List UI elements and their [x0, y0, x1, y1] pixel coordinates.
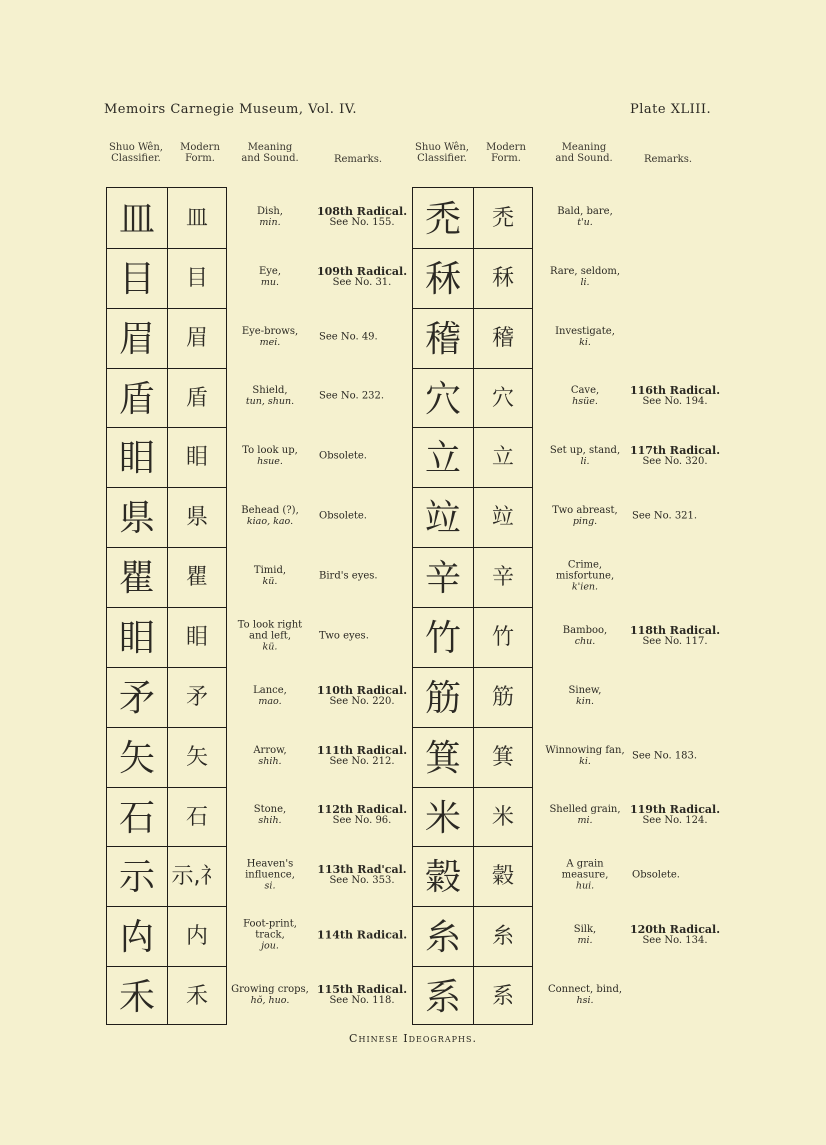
sound-text: jou.	[261, 940, 279, 952]
remark	[632, 750, 732, 761]
meaning-and-sound	[543, 625, 627, 647]
modern-form-glyph: 眉	[185, 325, 208, 351]
sound-text: hui.	[575, 880, 595, 892]
seal-script-glyph: 矛	[118, 677, 155, 719]
remark	[312, 864, 412, 886]
meaning-and-sound	[228, 919, 312, 952]
radical-number: 116th Radical.	[629, 384, 721, 398]
remark-text: See No. 232.	[319, 390, 385, 402]
meaning-text: Silk,	[573, 924, 597, 936]
meaning-and-sound	[228, 685, 312, 707]
modern-form-glyph: 箕	[491, 744, 514, 770]
meaning-and-sound	[228, 266, 312, 288]
seal-script-glyph: 眉	[118, 318, 155, 360]
plate-number: Plate XLIII.	[630, 102, 712, 117]
seal-script-glyph: 竝	[424, 498, 461, 540]
remark	[312, 930, 412, 941]
meaning-and-sound	[228, 619, 312, 652]
remark-text: See No. 118.	[329, 994, 395, 1006]
meaning-and-sound	[543, 206, 627, 228]
modern-form-glyph: 䀠	[185, 624, 208, 650]
remark	[319, 630, 419, 641]
remark-text: See No. 220.	[329, 695, 395, 707]
meaning-and-sound	[228, 206, 312, 228]
meaning-and-sound	[543, 859, 627, 892]
remark-text: See No. 194.	[642, 396, 708, 408]
remark	[625, 625, 725, 647]
remark	[312, 206, 412, 228]
sound-text: tun, shun.	[245, 396, 295, 408]
remark-text: See No. 134.	[642, 935, 708, 947]
remark-text: See No. 49.	[319, 331, 378, 343]
modern-form-glyph: 秝	[491, 265, 514, 291]
remark	[625, 385, 725, 407]
remark	[312, 685, 412, 707]
meaning-text: Shelled grain,	[549, 804, 621, 816]
modern-form-glyph: 矢	[185, 744, 208, 770]
meaning-and-sound	[543, 804, 627, 826]
meaning-text: Lance,	[253, 684, 287, 696]
meaning-text: Foot-print, track,	[243, 918, 297, 941]
sound-text: hŏ, huo.	[250, 994, 290, 1006]
remark	[319, 451, 419, 462]
sound-text: min.	[259, 216, 281, 228]
modern-form-glyph: 系	[491, 984, 514, 1010]
modern-form-glyph: 稽	[491, 325, 514, 351]
remark	[319, 571, 419, 582]
radical-number: 120th Radical.	[629, 923, 721, 937]
radical-number: 111th Radical.	[316, 743, 408, 757]
seal-script-glyph: 秝	[424, 258, 461, 300]
radical-number: 117th Radical.	[629, 444, 721, 458]
remark-text: See No. 117.	[642, 635, 708, 647]
modern-form-glyph: 竝	[491, 505, 514, 531]
seal-script-glyph: 系	[424, 977, 461, 1019]
modern-form-glyph: 穴	[491, 385, 514, 411]
modern-form-glyph: 辛	[491, 565, 514, 591]
modern-form-glyph: 禿	[491, 206, 514, 231]
modern-form-glyph: 立	[491, 445, 514, 471]
remark-text: Two eyes.	[319, 630, 369, 642]
remark-text: See No. 321.	[632, 510, 698, 522]
remark	[319, 391, 419, 402]
meaning-text: Dish,	[257, 205, 283, 217]
col-header-meaning-right: Meaning and Sound.	[555, 142, 613, 164]
modern-form-glyph: 皿	[185, 206, 208, 231]
sound-text: kiao, kao.	[246, 516, 294, 528]
seal-script-glyph: 瞿	[118, 558, 155, 600]
meaning-and-sound	[543, 924, 627, 946]
meaning-and-sound	[228, 859, 312, 892]
meaning-and-sound	[228, 505, 312, 527]
seal-script-glyph: 稽	[424, 318, 461, 360]
meaning-text: Stone,	[253, 804, 287, 816]
remark-text: See No. 212.	[329, 755, 395, 767]
sound-text: kü.	[262, 641, 278, 653]
col-header-modern-right: Modern Form.	[486, 142, 526, 164]
sound-text: li.	[580, 456, 590, 468]
meaning-text: Arrow,	[253, 744, 287, 756]
meaning-and-sound	[228, 326, 312, 348]
meaning-text: Winnowing fan,	[545, 744, 625, 756]
radical-number: 113th Rad'cal.	[317, 863, 407, 877]
col-header-shuo-wen-right: Shuo Wên, Classifier.	[415, 142, 469, 164]
sound-text: k'ien.	[571, 581, 599, 593]
seal-script-glyph: 竹	[424, 617, 461, 659]
col-header-shuo-wen-left: Shuo Wên, Classifier.	[109, 142, 163, 164]
seal-script-glyph: 䀠	[118, 617, 155, 659]
meaning-and-sound	[228, 804, 312, 826]
meaning-and-sound	[543, 685, 627, 707]
remark	[312, 266, 412, 288]
modern-form-glyph: 米	[491, 804, 514, 830]
meaning-text: Shield,	[252, 385, 288, 397]
seal-script-glyph: 立	[424, 438, 461, 480]
sound-text: mei.	[259, 336, 281, 348]
seal-script-glyph: 示	[118, 857, 155, 899]
meaning-and-sound	[543, 505, 627, 527]
remark-text: See No. 320.	[642, 456, 708, 468]
sound-text: kin.	[576, 695, 594, 707]
modern-form-glyph: 瞿	[185, 565, 208, 591]
remark	[632, 511, 732, 522]
seal-script-glyph: 県	[118, 498, 155, 540]
sound-text: ki.	[579, 336, 591, 348]
meaning-text: Set up, stand,	[549, 445, 621, 457]
sound-text: mao.	[258, 695, 282, 707]
sound-text: mu.	[260, 276, 280, 288]
radical-number: 119th Radical.	[629, 803, 721, 817]
modern-form-glyph: 糓	[491, 864, 514, 890]
remark-text: Obsolete.	[632, 869, 680, 881]
meaning-and-sound	[228, 984, 312, 1006]
meaning-text: Eye,	[258, 265, 282, 277]
seal-script-glyph: 箕	[424, 737, 461, 779]
sound-text: ki.	[579, 755, 591, 767]
seal-script-glyph: 禾	[118, 977, 155, 1019]
seal-script-glyph: 目	[118, 258, 155, 300]
seal-script-glyph: 筋	[424, 677, 461, 719]
remark	[625, 445, 725, 467]
meaning-text: Behead (?),	[241, 505, 299, 517]
modern-form-glyph: 目	[185, 265, 208, 291]
radical-number: 112th Radical.	[316, 803, 408, 817]
remark	[312, 804, 412, 826]
modern-form-glyph: 禾	[185, 984, 208, 1010]
sound-text: t'u.	[577, 216, 593, 228]
meaning-and-sound	[543, 326, 627, 348]
modern-form-glyph: 矛	[185, 684, 208, 710]
remark	[632, 870, 732, 881]
sound-text: hsue.	[257, 456, 283, 468]
meaning-text: Investigate,	[555, 325, 615, 337]
sound-text: li.	[580, 276, 590, 288]
meaning-text: Sinew,	[568, 684, 602, 696]
meaning-and-sound	[543, 560, 627, 593]
seal-script-glyph: 糸	[424, 917, 461, 959]
col-header-modern-left: Modern Form.	[180, 142, 220, 164]
modern-form-glyph: 䀠	[185, 445, 208, 471]
seal-script-glyph: 米	[424, 797, 461, 839]
meaning-text: Two abreast,	[552, 505, 618, 517]
remark-text: See No. 96.	[332, 815, 392, 827]
sound-text: chu.	[574, 635, 596, 647]
meaning-and-sound	[543, 984, 627, 1006]
meaning-text: Connect, bind,	[547, 983, 623, 995]
meaning-text: Bald, bare,	[557, 205, 613, 217]
seal-script-glyph: 禸	[118, 917, 155, 959]
running-header-left: Memoirs Carnegie Museum, Vol. IV.	[104, 102, 357, 117]
seal-script-glyph: 辛	[424, 558, 461, 600]
meaning-and-sound	[543, 445, 627, 467]
radical-number: 115th Radical.	[316, 982, 408, 996]
col-header-remarks-left: Remarks.	[333, 154, 383, 165]
meaning-text: Rare, seldom,	[549, 265, 621, 277]
meaning-and-sound	[228, 745, 312, 767]
remark-text: Obsolete.	[319, 450, 367, 462]
seal-script-glyph: 糓	[424, 857, 461, 899]
meaning-text: Growing crops,	[231, 983, 309, 995]
radical-number: 110th Radical.	[316, 683, 408, 697]
seal-script-glyph: 矢	[118, 737, 155, 779]
seal-script-glyph: 石	[118, 797, 155, 839]
sound-text: si.	[264, 880, 276, 892]
remark	[625, 804, 725, 826]
radical-number: 108th Radical.	[316, 204, 408, 218]
remark-text: See No. 353.	[329, 875, 395, 887]
modern-form-glyph: 筋	[491, 684, 514, 710]
meaning-text: A grain measure,	[561, 858, 609, 881]
radical-number: 109th Radical.	[316, 264, 408, 278]
modern-form-glyph: 県	[185, 505, 208, 531]
sound-text: mi.	[577, 815, 593, 827]
plate-caption: Chinese Ideographs.	[349, 1032, 477, 1045]
radical-number: 114th Radical.	[316, 928, 408, 942]
meaning-text: Cave,	[570, 385, 600, 397]
meaning-and-sound	[228, 445, 312, 467]
meaning-text: Timid,	[253, 565, 287, 577]
meaning-text: To look right and left,	[237, 619, 303, 642]
meaning-text: To look up,	[242, 445, 298, 457]
seal-script-glyph: 盾	[118, 378, 155, 420]
modern-form-glyph: 示,礻	[171, 864, 223, 890]
remark-text: See No. 31.	[332, 276, 392, 288]
sound-text: ping.	[572, 516, 598, 528]
col-header-meaning-left: Meaning and Sound.	[241, 142, 299, 164]
sound-text: shih.	[258, 815, 282, 827]
sound-text: shih.	[258, 755, 282, 767]
meaning-text: Bamboo,	[562, 624, 608, 636]
remark-text: See No. 155.	[329, 216, 395, 228]
remark-text: See No. 183.	[632, 750, 698, 762]
meaning-text: Crime, misfortune,	[555, 559, 615, 582]
modern-form-glyph: 竹	[491, 624, 514, 650]
sound-text: kü.	[262, 576, 278, 588]
meaning-and-sound	[228, 385, 312, 407]
seal-script-glyph: 皿	[118, 199, 155, 240]
sound-text: hsüe.	[572, 396, 598, 408]
modern-form-glyph: 石	[185, 804, 208, 830]
remark-text: Obsolete.	[319, 510, 367, 522]
remark	[312, 745, 412, 767]
remark	[319, 331, 419, 342]
meaning-text: Eye-brows,	[241, 325, 299, 337]
meaning-text: Heaven's influence,	[245, 858, 295, 881]
sound-text: mi.	[577, 935, 593, 947]
meaning-and-sound	[543, 266, 627, 288]
remark	[312, 984, 412, 1006]
meaning-and-sound	[228, 565, 312, 587]
modern-form-glyph: 内	[185, 924, 208, 950]
remark	[319, 511, 419, 522]
remark	[625, 924, 725, 946]
seal-script-glyph: 禿	[424, 199, 461, 240]
remark-text: Bird's eyes.	[319, 570, 378, 582]
sound-text: hsi.	[576, 994, 594, 1006]
meaning-and-sound	[543, 745, 627, 767]
modern-form-glyph: 盾	[185, 385, 208, 411]
seal-script-glyph: 穴	[424, 378, 461, 420]
remark-text: See No. 124.	[642, 815, 708, 827]
col-header-remarks-right: Remarks.	[643, 154, 693, 165]
modern-form-glyph: 糸	[491, 924, 514, 950]
seal-script-glyph: 䀠	[118, 438, 155, 480]
meaning-and-sound	[543, 385, 627, 407]
radical-number: 118th Radical.	[629, 623, 721, 637]
